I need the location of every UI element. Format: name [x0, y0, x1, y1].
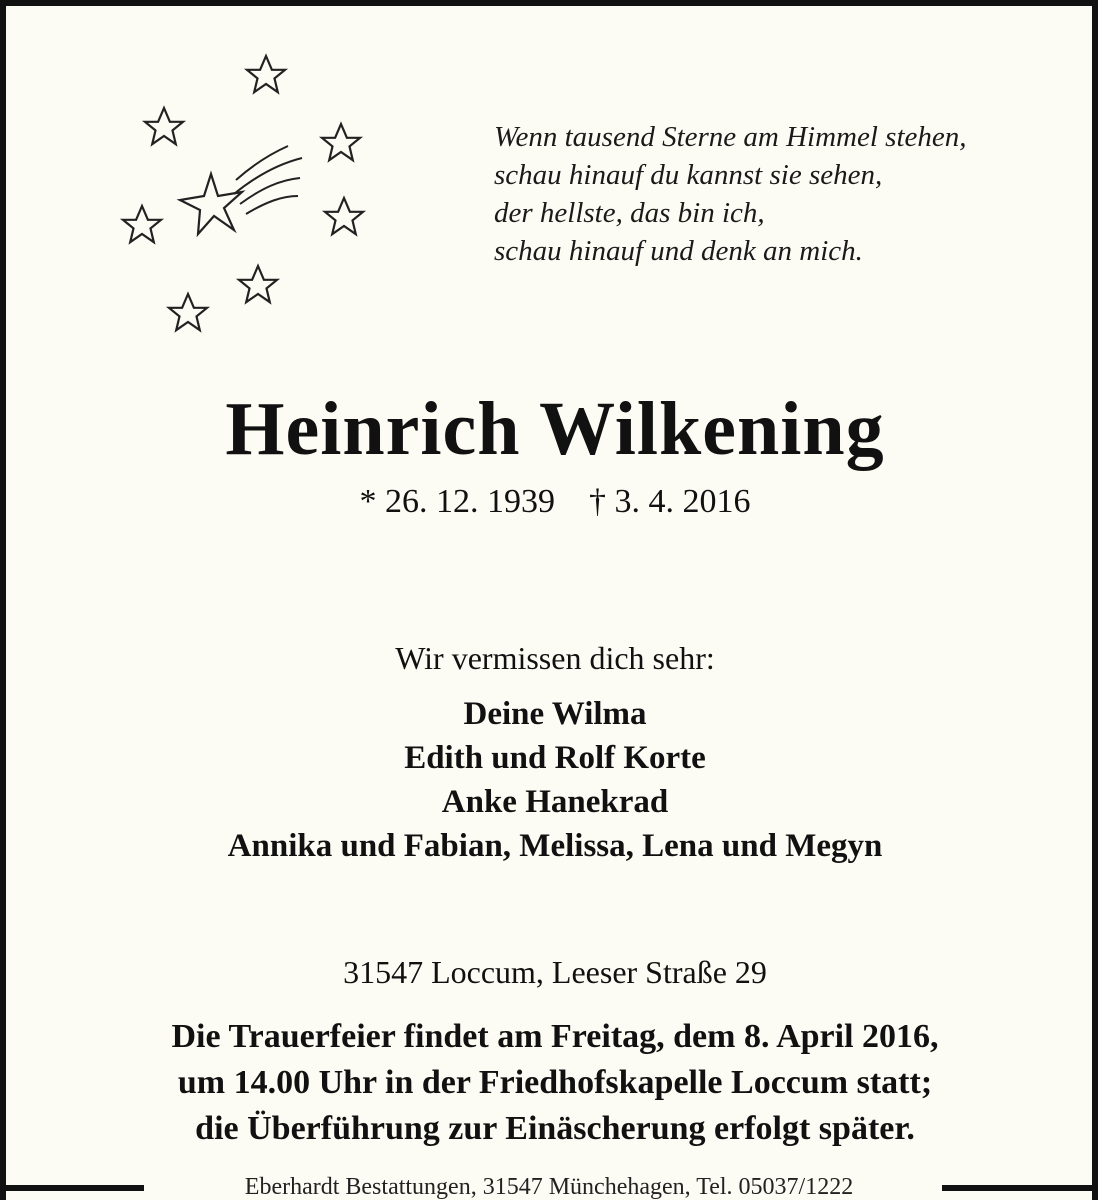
star-icon — [247, 56, 285, 92]
star-icon — [322, 124, 360, 160]
star-icon — [169, 294, 207, 330]
funeral-home-footer: Eberhardt Bestattungen, 31547 Münchehagen, Tel. 05037/1222 — [244, 1174, 854, 1200]
shooting-star-icon — [180, 146, 302, 234]
mourner-name: Edith und Rolf Korte — [404, 740, 706, 776]
footer-rule — [6, 1185, 144, 1191]
star-icon — [239, 266, 277, 302]
star-icon — [123, 206, 161, 242]
mourner-name: Annika und Fabian, Melissa, Lena und Megyn — [227, 828, 883, 864]
mourner-name: Anke Hanekrad — [441, 784, 669, 820]
stars-illustration — [106, 46, 406, 356]
death-date: † 3. 4. 2016 — [589, 483, 751, 520]
funeral-line: die Überführung zur Einäscherung erfolgt später. — [195, 1110, 915, 1147]
poem — [494, 118, 1014, 270]
deceased-name: Heinrich Wilkening — [225, 387, 885, 471]
funeral-info — [6, 1014, 1098, 1152]
star-icon — [145, 108, 183, 144]
life-dates — [6, 480, 1098, 524]
footer-rule — [942, 1185, 1092, 1191]
funeral-line: Die Trauerfeier findet am Freitag, dem 8. April 2016, — [171, 1018, 939, 1055]
mourning-intro: Wir vermissen dich sehr: — [395, 640, 715, 676]
poem-line: schau hinauf und denk an mich. — [494, 235, 863, 267]
poem-line: der hellste, das bin ich, — [494, 197, 765, 229]
mourners-list — [6, 692, 1098, 868]
stars-svg — [106, 46, 406, 356]
poem-line: schau hinauf du kannst sie sehen, — [494, 159, 883, 191]
star-icon — [325, 198, 363, 234]
family-address: 31547 Loccum, Leeser Straße 29 — [343, 954, 767, 990]
birth-date: * 26. 12. 1939 — [359, 483, 555, 520]
funeral-line: um 14.00 Uhr in der Friedhofskapelle Loccum statt; — [177, 1064, 933, 1101]
poem-line: Wenn tausend Sterne am Himmel stehen, — [494, 121, 967, 153]
mourner-name: Deine Wilma — [463, 696, 647, 732]
